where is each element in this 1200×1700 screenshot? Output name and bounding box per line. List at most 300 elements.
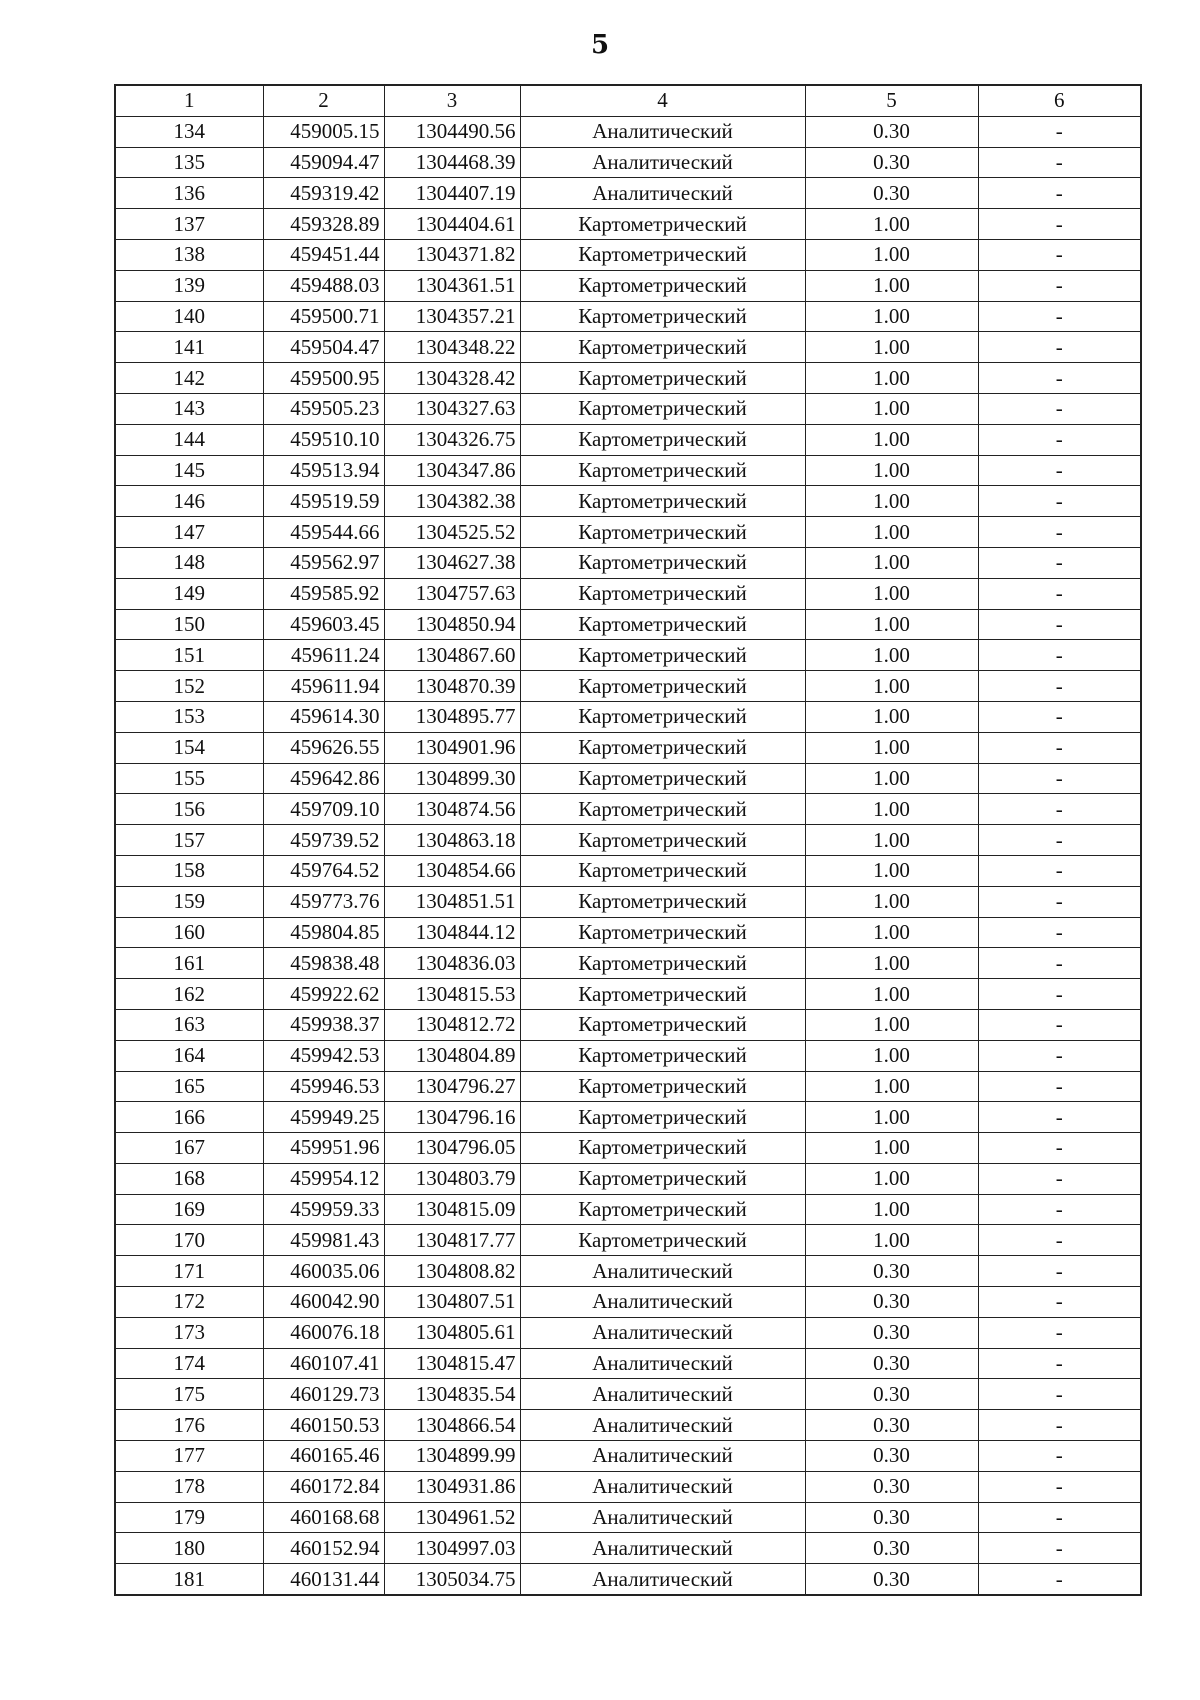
x-coordinate-cell: 459938.37 bbox=[263, 1009, 384, 1040]
description-cell: - bbox=[978, 178, 1141, 209]
point-number-cell: 177 bbox=[115, 1441, 263, 1472]
x-coordinate-cell: 459519.59 bbox=[263, 486, 384, 517]
table-row bbox=[115, 424, 1141, 455]
point-number-cell: 146 bbox=[115, 486, 263, 517]
point-number-cell: 179 bbox=[115, 1502, 263, 1533]
accuracy-cell: 1.00 bbox=[805, 547, 978, 578]
point-number-cell: 135 bbox=[115, 147, 263, 178]
method-cell: Картометрический bbox=[520, 886, 805, 917]
method-cell: Аналитический bbox=[520, 1410, 805, 1441]
point-number-cell: 145 bbox=[115, 455, 263, 486]
y-coordinate-cell: 1304854.66 bbox=[384, 855, 520, 886]
table-row bbox=[115, 732, 1141, 763]
method-cell: Картометрический bbox=[520, 948, 805, 979]
description-cell: - bbox=[978, 517, 1141, 548]
accuracy-cell: 0.30 bbox=[805, 1317, 978, 1348]
accuracy-cell: 0.30 bbox=[805, 1564, 978, 1595]
method-cell: Картометрический bbox=[520, 1102, 805, 1133]
description-cell: - bbox=[978, 1133, 1141, 1164]
table-row bbox=[115, 1163, 1141, 1194]
description-cell: - bbox=[978, 1471, 1141, 1502]
method-cell: Картометрический bbox=[520, 917, 805, 948]
description-cell: - bbox=[978, 147, 1141, 178]
accuracy-cell: 1.00 bbox=[805, 1225, 978, 1256]
accuracy-cell: 1.00 bbox=[805, 763, 978, 794]
point-number-cell: 160 bbox=[115, 917, 263, 948]
table-row bbox=[115, 178, 1141, 209]
point-number-cell: 171 bbox=[115, 1256, 263, 1287]
point-number-cell: 154 bbox=[115, 732, 263, 763]
description-cell: - bbox=[978, 209, 1141, 240]
accuracy-cell: 0.30 bbox=[805, 1533, 978, 1564]
point-number-cell: 170 bbox=[115, 1225, 263, 1256]
table-row bbox=[115, 1471, 1141, 1502]
table-row bbox=[115, 1009, 1141, 1040]
method-cell: Картометрический bbox=[520, 1071, 805, 1102]
x-coordinate-cell: 460035.06 bbox=[263, 1256, 384, 1287]
point-number-cell: 137 bbox=[115, 209, 263, 240]
method-cell: Аналитический bbox=[520, 1564, 805, 1595]
x-coordinate-cell: 459611.24 bbox=[263, 640, 384, 671]
accuracy-cell: 0.30 bbox=[805, 116, 978, 147]
description-cell: - bbox=[978, 948, 1141, 979]
method-cell: Картометрический bbox=[520, 301, 805, 332]
x-coordinate-cell: 459611.94 bbox=[263, 671, 384, 702]
method-cell: Картометрический bbox=[520, 1225, 805, 1256]
x-coordinate-cell: 459959.33 bbox=[263, 1194, 384, 1225]
table-row bbox=[115, 917, 1141, 948]
description-cell: - bbox=[978, 1163, 1141, 1194]
method-cell: Картометрический bbox=[520, 763, 805, 794]
y-coordinate-cell: 1304817.77 bbox=[384, 1225, 520, 1256]
table-row bbox=[115, 948, 1141, 979]
description-cell: - bbox=[978, 1287, 1141, 1318]
method-cell: Картометрический bbox=[520, 578, 805, 609]
point-number-cell: 158 bbox=[115, 855, 263, 886]
table-row bbox=[115, 455, 1141, 486]
y-coordinate-cell: 1304357.21 bbox=[384, 301, 520, 332]
method-cell: Аналитический bbox=[520, 1441, 805, 1472]
accuracy-cell: 1.00 bbox=[805, 301, 978, 332]
method-cell: Картометрический bbox=[520, 424, 805, 455]
description-cell: - bbox=[978, 1040, 1141, 1071]
y-coordinate-cell: 1304835.54 bbox=[384, 1379, 520, 1410]
table-row bbox=[115, 1102, 1141, 1133]
table-row bbox=[115, 486, 1141, 517]
y-coordinate-cell: 1304796.27 bbox=[384, 1071, 520, 1102]
y-coordinate-cell: 1304525.52 bbox=[384, 517, 520, 548]
x-coordinate-cell: 460131.44 bbox=[263, 1564, 384, 1595]
method-cell: Картометрический bbox=[520, 1133, 805, 1164]
table-row bbox=[115, 763, 1141, 794]
y-coordinate-cell: 1305034.75 bbox=[384, 1564, 520, 1595]
method-cell: Картометрический bbox=[520, 609, 805, 640]
accuracy-cell: 0.30 bbox=[805, 1410, 978, 1441]
accuracy-cell: 1.00 bbox=[805, 578, 978, 609]
description-cell: - bbox=[978, 732, 1141, 763]
x-coordinate-cell: 460107.41 bbox=[263, 1348, 384, 1379]
y-coordinate-cell: 1304812.72 bbox=[384, 1009, 520, 1040]
point-number-cell: 175 bbox=[115, 1379, 263, 1410]
accuracy-cell: 1.00 bbox=[805, 855, 978, 886]
accuracy-cell: 0.30 bbox=[805, 1441, 978, 1472]
x-coordinate-cell: 459513.94 bbox=[263, 455, 384, 486]
y-coordinate-cell: 1304382.38 bbox=[384, 486, 520, 517]
method-cell: Аналитический bbox=[520, 1502, 805, 1533]
table-row bbox=[115, 609, 1141, 640]
method-cell: Картометрический bbox=[520, 486, 805, 517]
table-row bbox=[115, 1040, 1141, 1071]
x-coordinate-cell: 459642.86 bbox=[263, 763, 384, 794]
method-cell: Картометрический bbox=[520, 979, 805, 1010]
table-row bbox=[115, 1502, 1141, 1533]
y-coordinate-cell: 1304804.89 bbox=[384, 1040, 520, 1071]
table-row bbox=[115, 640, 1141, 671]
x-coordinate-cell: 460129.73 bbox=[263, 1379, 384, 1410]
table-row bbox=[115, 209, 1141, 240]
point-number-cell: 181 bbox=[115, 1564, 263, 1595]
x-coordinate-cell: 460152.94 bbox=[263, 1533, 384, 1564]
method-cell: Картометрический bbox=[520, 794, 805, 825]
point-number-cell: 134 bbox=[115, 116, 263, 147]
y-coordinate-cell: 1304874.56 bbox=[384, 794, 520, 825]
x-coordinate-cell: 459773.76 bbox=[263, 886, 384, 917]
column-header-2: 2 bbox=[263, 85, 384, 116]
table-row bbox=[115, 1441, 1141, 1472]
y-coordinate-cell: 1304627.38 bbox=[384, 547, 520, 578]
method-cell: Картометрический bbox=[520, 517, 805, 548]
x-coordinate-cell: 459094.47 bbox=[263, 147, 384, 178]
y-coordinate-cell: 1304757.63 bbox=[384, 578, 520, 609]
x-coordinate-cell: 460150.53 bbox=[263, 1410, 384, 1441]
point-number-cell: 180 bbox=[115, 1533, 263, 1564]
x-coordinate-cell: 459544.66 bbox=[263, 517, 384, 548]
point-number-cell: 164 bbox=[115, 1040, 263, 1071]
description-cell: - bbox=[978, 301, 1141, 332]
y-coordinate-cell: 1304815.09 bbox=[384, 1194, 520, 1225]
x-coordinate-cell: 459603.45 bbox=[263, 609, 384, 640]
point-number-cell: 178 bbox=[115, 1471, 263, 1502]
point-number-cell: 150 bbox=[115, 609, 263, 640]
y-coordinate-cell: 1304361.51 bbox=[384, 270, 520, 301]
x-coordinate-cell: 459500.95 bbox=[263, 363, 384, 394]
point-number-cell: 162 bbox=[115, 979, 263, 1010]
y-coordinate-cell: 1304796.16 bbox=[384, 1102, 520, 1133]
accuracy-cell: 1.00 bbox=[805, 363, 978, 394]
description-cell: - bbox=[978, 979, 1141, 1010]
x-coordinate-cell: 459949.25 bbox=[263, 1102, 384, 1133]
accuracy-cell: 1.00 bbox=[805, 979, 978, 1010]
accuracy-cell: 1.00 bbox=[805, 609, 978, 640]
accuracy-cell: 1.00 bbox=[805, 1071, 978, 1102]
description-cell: - bbox=[978, 1564, 1141, 1595]
method-cell: Картометрический bbox=[520, 270, 805, 301]
table-row bbox=[115, 855, 1141, 886]
point-number-cell: 163 bbox=[115, 1009, 263, 1040]
point-number-cell: 139 bbox=[115, 270, 263, 301]
y-coordinate-cell: 1304870.39 bbox=[384, 671, 520, 702]
description-cell: - bbox=[978, 794, 1141, 825]
table-row bbox=[115, 363, 1141, 394]
accuracy-cell: 1.00 bbox=[805, 1102, 978, 1133]
x-coordinate-cell: 459585.92 bbox=[263, 578, 384, 609]
y-coordinate-cell: 1304326.75 bbox=[384, 424, 520, 455]
accuracy-cell: 1.00 bbox=[805, 794, 978, 825]
accuracy-cell: 1.00 bbox=[805, 1009, 978, 1040]
y-coordinate-cell: 1304815.47 bbox=[384, 1348, 520, 1379]
point-number-cell: 141 bbox=[115, 332, 263, 363]
x-coordinate-cell: 459764.52 bbox=[263, 855, 384, 886]
x-coordinate-cell: 460076.18 bbox=[263, 1317, 384, 1348]
accuracy-cell: 0.30 bbox=[805, 178, 978, 209]
table-row bbox=[115, 1348, 1141, 1379]
point-number-cell: 144 bbox=[115, 424, 263, 455]
x-coordinate-cell: 459942.53 bbox=[263, 1040, 384, 1071]
y-coordinate-cell: 1304901.96 bbox=[384, 732, 520, 763]
x-coordinate-cell: 459005.15 bbox=[263, 116, 384, 147]
accuracy-cell: 0.30 bbox=[805, 1256, 978, 1287]
x-coordinate-cell: 459981.43 bbox=[263, 1225, 384, 1256]
accuracy-cell: 0.30 bbox=[805, 1348, 978, 1379]
x-coordinate-cell: 459319.42 bbox=[263, 178, 384, 209]
method-cell: Картометрический bbox=[520, 1009, 805, 1040]
column-header-4: 4 bbox=[520, 85, 805, 116]
method-cell: Аналитический bbox=[520, 1287, 805, 1318]
table-row bbox=[115, 1410, 1141, 1441]
accuracy-cell: 1.00 bbox=[805, 948, 978, 979]
table-row bbox=[115, 301, 1141, 332]
table-row bbox=[115, 1256, 1141, 1287]
table-row bbox=[115, 886, 1141, 917]
table-row bbox=[115, 1133, 1141, 1164]
accuracy-cell: 1.00 bbox=[805, 1163, 978, 1194]
table-row bbox=[115, 517, 1141, 548]
point-number-cell: 155 bbox=[115, 763, 263, 794]
method-cell: Аналитический bbox=[520, 1317, 805, 1348]
point-number-cell: 147 bbox=[115, 517, 263, 548]
y-coordinate-cell: 1304851.51 bbox=[384, 886, 520, 917]
accuracy-cell: 1.00 bbox=[805, 825, 978, 856]
y-coordinate-cell: 1304866.54 bbox=[384, 1410, 520, 1441]
method-cell: Картометрический bbox=[520, 1163, 805, 1194]
method-cell: Картометрический bbox=[520, 732, 805, 763]
coordinates-table bbox=[114, 84, 1142, 1596]
y-coordinate-cell: 1304404.61 bbox=[384, 209, 520, 240]
point-number-cell: 140 bbox=[115, 301, 263, 332]
point-number-cell: 172 bbox=[115, 1287, 263, 1318]
y-coordinate-cell: 1304961.52 bbox=[384, 1502, 520, 1533]
x-coordinate-cell: 459500.71 bbox=[263, 301, 384, 332]
accuracy-cell: 1.00 bbox=[805, 424, 978, 455]
y-coordinate-cell: 1304347.86 bbox=[384, 455, 520, 486]
description-cell: - bbox=[978, 1194, 1141, 1225]
description-cell: - bbox=[978, 455, 1141, 486]
method-cell: Картометрический bbox=[520, 209, 805, 240]
description-cell: - bbox=[978, 1256, 1141, 1287]
method-cell: Картометрический bbox=[520, 363, 805, 394]
method-cell: Картометрический bbox=[520, 640, 805, 671]
point-number-cell: 168 bbox=[115, 1163, 263, 1194]
accuracy-cell: 1.00 bbox=[805, 671, 978, 702]
point-number-cell: 148 bbox=[115, 547, 263, 578]
accuracy-cell: 1.00 bbox=[805, 270, 978, 301]
x-coordinate-cell: 460042.90 bbox=[263, 1287, 384, 1318]
method-cell: Картометрический bbox=[520, 393, 805, 424]
description-cell: - bbox=[978, 486, 1141, 517]
y-coordinate-cell: 1304805.61 bbox=[384, 1317, 520, 1348]
table-row bbox=[115, 701, 1141, 732]
description-cell: - bbox=[978, 578, 1141, 609]
method-cell: Аналитический bbox=[520, 147, 805, 178]
x-coordinate-cell: 459922.62 bbox=[263, 979, 384, 1010]
accuracy-cell: 1.00 bbox=[805, 640, 978, 671]
accuracy-cell: 1.00 bbox=[805, 917, 978, 948]
x-coordinate-cell: 459626.55 bbox=[263, 732, 384, 763]
description-cell: - bbox=[978, 1533, 1141, 1564]
description-cell: - bbox=[978, 1379, 1141, 1410]
column-header-5: 5 bbox=[805, 85, 978, 116]
column-header-3: 3 bbox=[384, 85, 520, 116]
point-number-cell: 152 bbox=[115, 671, 263, 702]
description-cell: - bbox=[978, 763, 1141, 794]
x-coordinate-cell: 459739.52 bbox=[263, 825, 384, 856]
y-coordinate-cell: 1304899.99 bbox=[384, 1441, 520, 1472]
x-coordinate-cell: 459954.12 bbox=[263, 1163, 384, 1194]
accuracy-cell: 0.30 bbox=[805, 1287, 978, 1318]
description-cell: - bbox=[978, 640, 1141, 671]
point-number-cell: 138 bbox=[115, 239, 263, 270]
table-row bbox=[115, 1194, 1141, 1225]
method-cell: Картометрический bbox=[520, 1040, 805, 1071]
table-row bbox=[115, 794, 1141, 825]
y-coordinate-cell: 1304863.18 bbox=[384, 825, 520, 856]
point-number-cell: 143 bbox=[115, 393, 263, 424]
x-coordinate-cell: 459510.10 bbox=[263, 424, 384, 455]
table-row bbox=[115, 270, 1141, 301]
x-coordinate-cell: 459488.03 bbox=[263, 270, 384, 301]
description-cell: - bbox=[978, 855, 1141, 886]
description-cell: - bbox=[978, 239, 1141, 270]
x-coordinate-cell: 459328.89 bbox=[263, 209, 384, 240]
point-number-cell: 176 bbox=[115, 1410, 263, 1441]
x-coordinate-cell: 459951.96 bbox=[263, 1133, 384, 1164]
table-row bbox=[115, 1317, 1141, 1348]
y-coordinate-cell: 1304808.82 bbox=[384, 1256, 520, 1287]
description-cell: - bbox=[978, 270, 1141, 301]
accuracy-cell: 1.00 bbox=[805, 393, 978, 424]
x-coordinate-cell: 459562.97 bbox=[263, 547, 384, 578]
point-number-cell: 167 bbox=[115, 1133, 263, 1164]
table-row bbox=[115, 147, 1141, 178]
x-coordinate-cell: 459838.48 bbox=[263, 948, 384, 979]
x-coordinate-cell: 459614.30 bbox=[263, 701, 384, 732]
method-cell: Аналитический bbox=[520, 178, 805, 209]
y-coordinate-cell: 1304490.56 bbox=[384, 116, 520, 147]
table-header-row bbox=[115, 85, 1141, 116]
y-coordinate-cell: 1304931.86 bbox=[384, 1471, 520, 1502]
description-cell: - bbox=[978, 1071, 1141, 1102]
point-number-cell: 136 bbox=[115, 178, 263, 209]
x-coordinate-cell: 459451.44 bbox=[263, 239, 384, 270]
description-cell: - bbox=[978, 547, 1141, 578]
method-cell: Картометрический bbox=[520, 239, 805, 270]
point-number-cell: 153 bbox=[115, 701, 263, 732]
table-row bbox=[115, 1379, 1141, 1410]
description-cell: - bbox=[978, 1225, 1141, 1256]
point-number-cell: 142 bbox=[115, 363, 263, 394]
point-number-cell: 166 bbox=[115, 1102, 263, 1133]
method-cell: Аналитический bbox=[520, 1379, 805, 1410]
description-cell: - bbox=[978, 609, 1141, 640]
accuracy-cell: 1.00 bbox=[805, 1133, 978, 1164]
method-cell: Аналитический bbox=[520, 1471, 805, 1502]
table-row bbox=[115, 1533, 1141, 1564]
method-cell: Картометрический bbox=[520, 825, 805, 856]
y-coordinate-cell: 1304836.03 bbox=[384, 948, 520, 979]
x-coordinate-cell: 459504.47 bbox=[263, 332, 384, 363]
accuracy-cell: 1.00 bbox=[805, 486, 978, 517]
x-coordinate-cell: 459804.85 bbox=[263, 917, 384, 948]
y-coordinate-cell: 1304803.79 bbox=[384, 1163, 520, 1194]
y-coordinate-cell: 1304328.42 bbox=[384, 363, 520, 394]
description-cell: - bbox=[978, 886, 1141, 917]
table-row bbox=[115, 578, 1141, 609]
y-coordinate-cell: 1304815.53 bbox=[384, 979, 520, 1010]
description-cell: - bbox=[978, 701, 1141, 732]
accuracy-cell: 1.00 bbox=[805, 332, 978, 363]
method-cell: Аналитический bbox=[520, 1348, 805, 1379]
method-cell: Картометрический bbox=[520, 332, 805, 363]
point-number-cell: 169 bbox=[115, 1194, 263, 1225]
table-row bbox=[115, 332, 1141, 363]
description-cell: - bbox=[978, 116, 1141, 147]
table-row bbox=[115, 1071, 1141, 1102]
point-number-cell: 149 bbox=[115, 578, 263, 609]
x-coordinate-cell: 460172.84 bbox=[263, 1471, 384, 1502]
table-row bbox=[115, 1287, 1141, 1318]
table-row bbox=[115, 1225, 1141, 1256]
x-coordinate-cell: 460168.68 bbox=[263, 1502, 384, 1533]
description-cell: - bbox=[978, 1102, 1141, 1133]
page-number: 5 bbox=[590, 30, 610, 60]
x-coordinate-cell: 459505.23 bbox=[263, 393, 384, 424]
accuracy-cell: 1.00 bbox=[805, 732, 978, 763]
y-coordinate-cell: 1304327.63 bbox=[384, 393, 520, 424]
method-cell: Картометрический bbox=[520, 855, 805, 886]
method-cell: Картометрический bbox=[520, 1194, 805, 1225]
y-coordinate-cell: 1304371.82 bbox=[384, 239, 520, 270]
description-cell: - bbox=[978, 1502, 1141, 1533]
accuracy-cell: 1.00 bbox=[805, 455, 978, 486]
method-cell: Аналитический bbox=[520, 1533, 805, 1564]
y-coordinate-cell: 1304407.19 bbox=[384, 178, 520, 209]
y-coordinate-cell: 1304844.12 bbox=[384, 917, 520, 948]
table-row bbox=[115, 1564, 1141, 1595]
description-cell: - bbox=[978, 671, 1141, 702]
table-row bbox=[115, 239, 1141, 270]
description-cell: - bbox=[978, 1317, 1141, 1348]
method-cell: Картометрический bbox=[520, 455, 805, 486]
accuracy-cell: 0.30 bbox=[805, 1502, 978, 1533]
description-cell: - bbox=[978, 825, 1141, 856]
description-cell: - bbox=[978, 1410, 1141, 1441]
point-number-cell: 156 bbox=[115, 794, 263, 825]
y-coordinate-cell: 1304997.03 bbox=[384, 1533, 520, 1564]
method-cell: Аналитический bbox=[520, 116, 805, 147]
description-cell: - bbox=[978, 1348, 1141, 1379]
y-coordinate-cell: 1304348.22 bbox=[384, 332, 520, 363]
description-cell: - bbox=[978, 1441, 1141, 1472]
